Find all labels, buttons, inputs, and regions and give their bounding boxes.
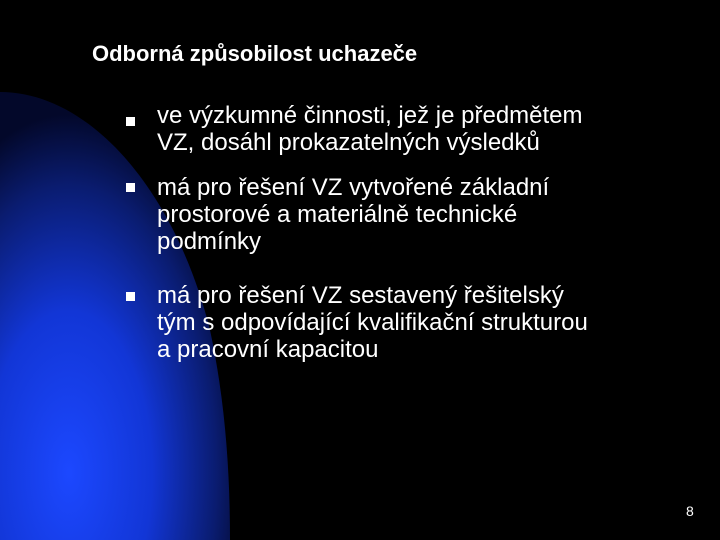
bullet-line: ve výzkumné činnosti, jež je předmětem: [157, 102, 583, 129]
bullet-text: [157, 282, 697, 363]
bullet-line: tým s odpovídající kvalifikační strukturou: [157, 309, 588, 336]
square-bullet-icon: [126, 117, 135, 126]
bullet-line: VZ, dosáhl prokazatelných výsledků: [157, 129, 540, 156]
bullet-line: má pro řešení VZ vytvořené základní: [157, 174, 550, 201]
bullet-line: a pracovní kapacitou: [157, 336, 379, 363]
page-number: 8: [686, 503, 694, 519]
bullet-line: podmínky: [157, 228, 262, 255]
bullet-line: prostorové a materiálně technické: [157, 201, 518, 228]
square-bullet-icon: [126, 292, 135, 301]
bullet-line: má pro řešení VZ sestavený řešitelský: [157, 282, 564, 309]
bullet-text: [157, 102, 697, 156]
slide-title: Odborná způsobilost uchazeče: [92, 41, 418, 66]
square-bullet-icon: [126, 183, 135, 192]
bullet-text: [157, 174, 697, 255]
